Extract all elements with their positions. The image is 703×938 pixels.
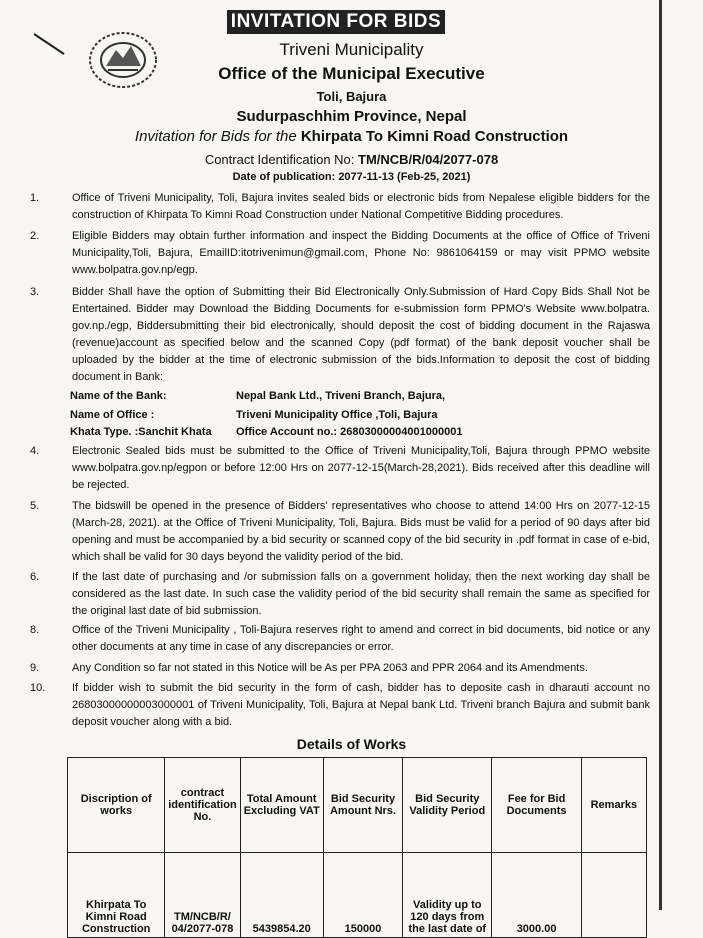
- column-header: Fee for Bid Documents: [492, 758, 581, 853]
- item-number: 9.: [30, 662, 40, 674]
- office-value: Triveni Municipality Office ,Toli, Bajura: [236, 409, 438, 421]
- banner: INVITATION FOR BIDS: [227, 10, 445, 34]
- municipality-name: Triveni Municipality: [279, 40, 424, 59]
- item-text: Any Condition so far not stated in this Notice will be As per PPA 2063 and PPR 2064 and its Amendments.: [72, 662, 588, 674]
- table-cell: Khirpata To Kimni Road Construction: [68, 853, 165, 938]
- column-header: Discription of works: [68, 758, 165, 853]
- details-title: Details of Works: [296, 736, 407, 752]
- item-text: If the last date of purchasing and /or submission falls on a government holiday, then the next working day shall be considered as the last date. In such case the validity period of the bid security shall remain the same as specified for the original last date of bid submission.: [72, 571, 650, 617]
- item-text: If bidder wish to submit the bid security in the form of cash, bidder has to deposite cash in dharauti account no 26803000000003000001 of Triveni Municipality, Toli, Bajura at Nepal bank Ltd. Triveni branch Bajura and submit bank deposit voucher along with a bid.: [72, 682, 650, 728]
- location: Toli, Bajura: [316, 89, 387, 104]
- item-number: 2.: [30, 230, 40, 242]
- province: Sudurpaschhim Province, Nepal: [236, 108, 467, 125]
- table-cell: 3000.00: [492, 853, 581, 938]
- bank-name-value: Nepal Bank Ltd., Triveni Branch, Bajura,: [236, 390, 446, 402]
- column-header: Bid Security Validity Period: [403, 758, 492, 853]
- table-cell: 150000: [323, 853, 402, 938]
- item-number: 5.: [30, 500, 40, 512]
- item-text: Bidder Shall have the option of Submitting their Bid Electronically Only.Submission of Hard Copy Bids Shall Not be Entertained. Bidder may Download the Bidding Documents for e-submission form PPMO's Website www.bolpatra. gov.np./egp, Biddersubmitting their bid electronically, should deposit the cost of bidding document in the Rajaswa (revenue)account as specified below and the scanned Copy (pdf format) of the bank deposit voucher shall be uploaded by the bidder at the time of electronic submission of the bids.Information to deposit the cost of bidding document in Bank:: [72, 286, 650, 383]
- item-text: The bidswill be opened in the presence of Bidders' representatives who choose to attend 14:00 Hrs on 2077-12-15 (March-28, 2021). at the Office of Triveni Municipality, Toli, Bajura. Bids must be valid for a period of 90 days after bid opening and must be accompanied by a bid security or scanned copy of the bid security in .pdf format in case of e-bid, which shall be valid for 30 days beyond the validity period of the bid.: [72, 500, 650, 563]
- account-value: Office Account no.: 26803000004001000001: [236, 426, 463, 438]
- table-cell: [581, 853, 646, 938]
- item-text: Electronic Sealed bids must be submitted to the Office of Triveni Municipality,Toli, Bajura through PPMO website www.bolpatra.gov.np/egpon or before 12:00 Hrs on 2077-12-15(March-28,2021). Bids received after this deadline will be rejected.: [72, 445, 650, 491]
- column-header: Bid Security Amount Nrs.: [323, 758, 402, 853]
- item-number: 3.: [30, 286, 40, 298]
- table-cell: Validity up to 120 days from the last date of: [403, 853, 492, 938]
- project-name: Khirpata To Kimni Road Construction: [300, 128, 569, 145]
- column-header: contract identification No.: [165, 758, 240, 853]
- invitation-prefix: Invitation for Bids for the: [134, 128, 297, 145]
- item-number: 6.: [30, 571, 40, 583]
- contract-label: Contract Identification No:: [204, 152, 355, 167]
- office-name: Office of the Municipal Executive: [218, 64, 485, 83]
- table-cell: 5439854.20: [240, 853, 323, 938]
- item-number: 1.: [30, 192, 40, 204]
- item-text: Office of the Triveni Municipality , Toli-Bajura reserves right to amend and correct in bid documents, bid notice or any other documents at any time in case of any discrepancies or error.: [72, 624, 650, 653]
- office-label: Name of Office :: [70, 409, 155, 421]
- contract-number: TM/NCB/R/04/2077-078: [358, 152, 499, 167]
- item-number: 10.: [30, 682, 46, 694]
- works-table: [67, 757, 647, 938]
- invitation-line: [0, 128, 703, 145]
- column-header: Total Amount Excluding VAT: [240, 758, 323, 853]
- table-cell: TM/NCB/R/ 04/2077-078: [165, 853, 240, 938]
- item-text: Office of Triveni Municipality, Toli, Bajura invites sealed bids or electronic bids from Nepalese eligible bidders for the construction of Khirpata To Kimni Road Construction under National Competitive Bidding procedures.: [72, 192, 650, 221]
- column-header: Remarks: [581, 758, 646, 853]
- bank-name-label: Name of the Bank:: [70, 390, 167, 402]
- table-header-row: [68, 758, 647, 853]
- contract-line: [0, 152, 703, 167]
- table-row: [68, 853, 647, 938]
- item-text: Eligible Bidders may obtain further information and inspect the Bidding Documents at the office of Office of Triveni Municipality,Toli, Bajura, EmailID:itotrivenimun@gmail.com, Phone No: 9861064159 or may visit PPMO website www.bolpatra.gov.np/egp.: [72, 230, 650, 276]
- publication-date: Date of publication: 2077-11-13 (Feb-25, 2021): [232, 171, 471, 183]
- khata-label: Khata Type. :Sanchit Khata: [70, 426, 212, 438]
- item-number: 4.: [30, 445, 40, 457]
- item-number: 8.: [30, 624, 40, 636]
